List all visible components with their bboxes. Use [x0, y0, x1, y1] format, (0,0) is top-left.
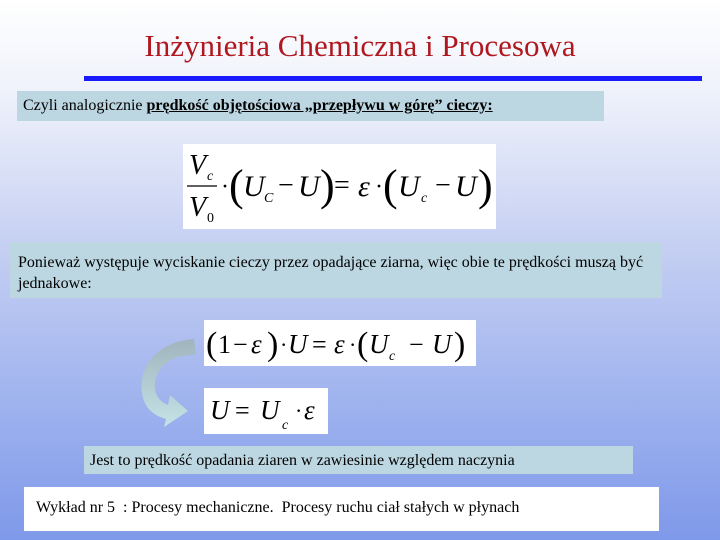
- title-divider: [84, 76, 702, 81]
- eq2-epsilon: ε: [251, 329, 262, 359]
- equation-settling-velocity: [204, 388, 328, 434]
- eq1-lparen: (: [229, 161, 244, 210]
- conclusion-text: Jest to prędkość opadania ziaren w zawiesinie względem naczynia: [90, 452, 515, 469]
- eq1-minus: −: [278, 170, 294, 201]
- eq1-U3-sub: c: [421, 191, 428, 206]
- eq2-rparen: ): [267, 326, 279, 363]
- intro-text-prefix: Czyli analogicznie: [23, 97, 147, 114]
- eq1-frac-den: V: [189, 192, 207, 223]
- equation-1-svg: [183, 144, 496, 229]
- curved-arrow-icon: [132, 335, 212, 427]
- footer-text: Wykład nr 5 : Procesy mechaniczne. Procesy ruchu ciał stałych w płynach: [36, 499, 520, 516]
- explanation-text: Ponieważ występuje wyciskanie cieczy przez opadające ziarna, więc obie te prędkości muszą być jednakowe:: [18, 254, 644, 292]
- eq1-lparen-2: (: [383, 161, 398, 210]
- eq3-epsilon: ε: [304, 395, 315, 425]
- eq1-dot: ·: [221, 174, 229, 200]
- eq2-U: U: [288, 329, 308, 359]
- eq1-frac-num: V: [189, 150, 207, 181]
- eq2-U2-sub: c: [389, 349, 396, 364]
- eq1-U2: U: [298, 170, 320, 203]
- eq2-dot-2: ·: [349, 332, 357, 357]
- eq1-rparen-2: ): [478, 161, 493, 210]
- eq2-rparen-2: ): [454, 326, 466, 363]
- eq2-lparen-2: (: [357, 326, 369, 363]
- equation-3-svg: [204, 388, 328, 434]
- slide-title: Inżynieria Chemiczna i Procesowa: [144, 28, 576, 63]
- intro-text-underlined: prędkość objętościowa „przepływu w górę” cieczy:: [146, 97, 493, 114]
- intro-text-box: [17, 91, 604, 121]
- conclusion-text-box: [84, 446, 633, 474]
- eq1-equals: =: [334, 170, 350, 201]
- eq1-rparen: ): [320, 161, 335, 210]
- eq1-epsilon: ε: [358, 170, 370, 203]
- eq3-U2: U: [260, 395, 280, 425]
- eq3-equals: =: [235, 396, 250, 425]
- eq3-U2-sub: c: [282, 418, 289, 433]
- eq1-dot-2: ·: [375, 174, 383, 200]
- eq3-U: U: [210, 395, 230, 425]
- eq2-one: 1: [218, 330, 231, 359]
- eq1-U1: U: [243, 170, 265, 203]
- equation-2-svg: [204, 320, 476, 366]
- eq2-U3: U: [432, 329, 452, 359]
- eq1-minus-2: −: [435, 170, 451, 201]
- footer: [24, 487, 659, 531]
- eq2-epsilon-2: ε: [334, 329, 345, 359]
- eq1-U4: U: [455, 170, 477, 203]
- eq1-frac-num-sub: c: [207, 169, 214, 184]
- eq2-minus-2: −: [409, 330, 424, 359]
- eq1-frac-den-sub: 0: [207, 211, 214, 226]
- eq2-dot: ·: [280, 332, 288, 357]
- eq2-equals: =: [312, 330, 327, 359]
- equation-velocity-balance: [204, 320, 476, 366]
- explanation-text-box: [10, 242, 662, 298]
- eq2-minus: −: [233, 330, 248, 359]
- eq3-dot: ·: [295, 398, 303, 423]
- eq1-U3: U: [398, 170, 420, 203]
- eq1-U1-sub: C: [264, 191, 274, 206]
- equation-volumetric-velocity: [183, 144, 496, 229]
- eq2-U2: U: [369, 329, 389, 359]
- eq2-lparen: (: [206, 326, 218, 363]
